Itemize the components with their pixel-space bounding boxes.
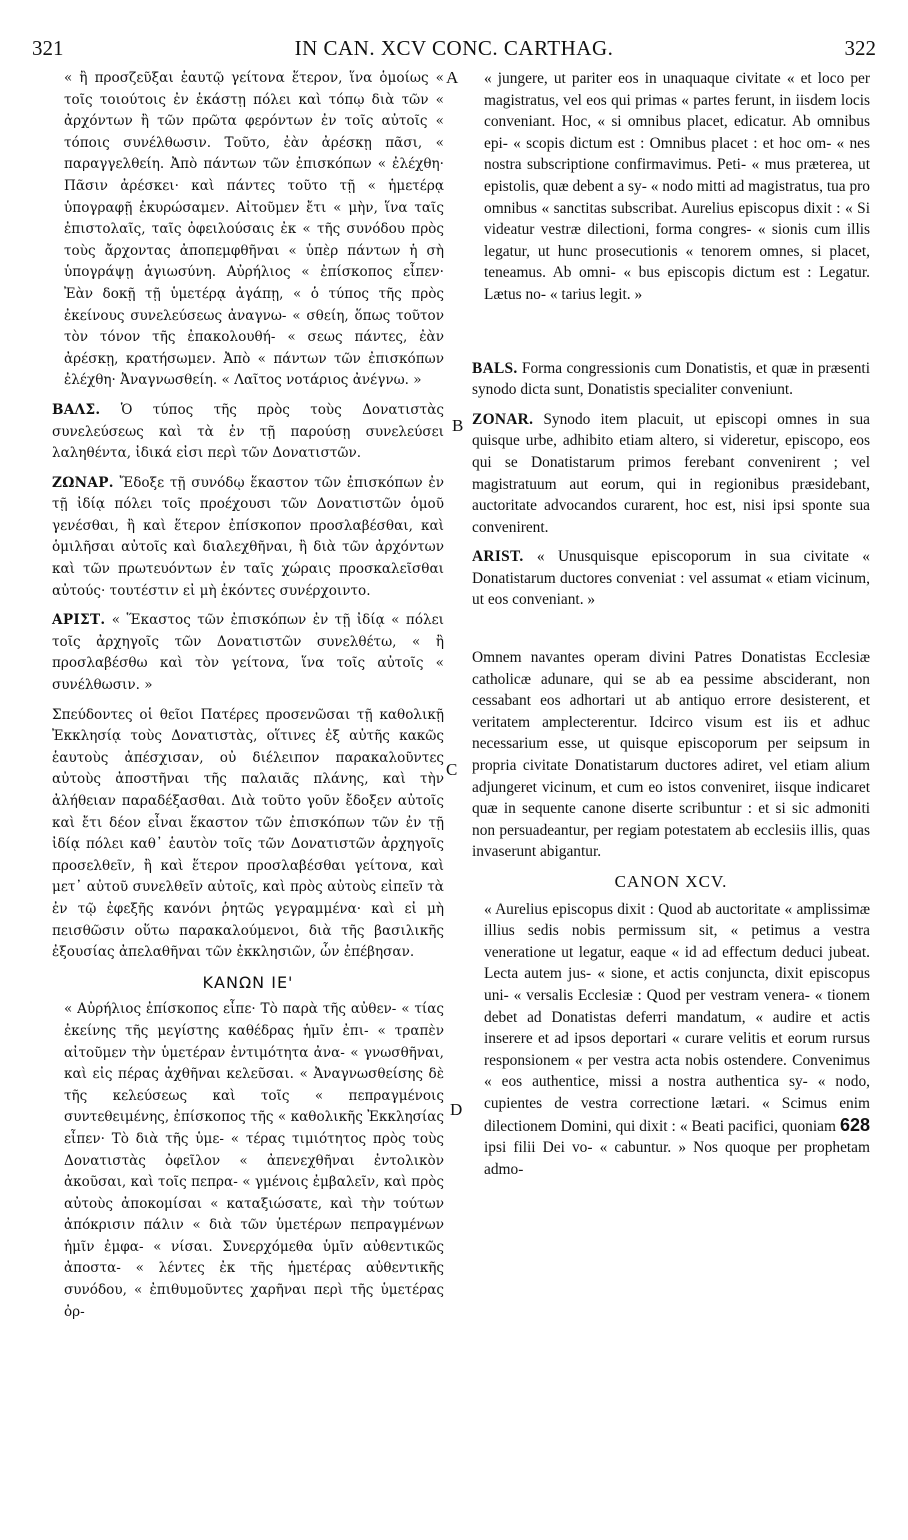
latin-canon-text-part-2: ipsi filii Dei vo- « cabuntur. » Nos quoque per prophetam admo-: [484, 1139, 870, 1178]
greek-aristenus-note: [52, 610, 444, 696]
greek-balsamon-text: Ὁ τύπος τῆς πρὸς τοὺς Δονατιστὰς συνελεύσεως καὶ τὰ ἐν τῇ παρούσῃ συνελεύσει λαληθέντα, ἰδικά εἰσι περὶ τῶν Δονατιστῶν.: [52, 401, 445, 462]
latin-zonaras-label: ZONAR.: [472, 410, 534, 428]
greek-zonaras-label: ΖΩΝΑΡ.: [52, 474, 114, 491]
margin-mark-c: C: [446, 760, 458, 779]
page-number-left: 321: [32, 36, 64, 60]
latin-commentary-paragraph: Omnem navantes operam divini Patres Donatistas Ecclesiæ catholicæ adunare, qui se ab ea pessime absciderant, non cessabant eos adhortari ut ab antiquo errore desisterent, et veritatem amplecterentur. Idcirco visum est iis et adhuc necessarium esse, ut quisque episcoporum per seipsum in propria civitate Donatistarum ductores adiret, vel etiam alium adjungeret vicinum, et cum eo istos conveniret, iisque indicaret quæ in sequente canone diserte scribuntur : et si sic admoniti non persuadeantur, per regiam potestatem ab ecclesiis illis, quas invaserunt abigantur.: [472, 649, 870, 861]
latin-zonaras-text: Synodo item placuit, ut episcopi omnes in sua quisque urbe, adhibito etiam altero, si videretur, episcopo, eos qui se Donatistarum primos ferebant convenirent ; vel magistratuum aut eorum, qui in regionibus præsidebant, auctoritate advocandos curarent, hoc est, nisi ipsi sponte sua convenirent.: [472, 410, 870, 536]
margin-mark-b: B: [452, 416, 464, 435]
greek-aristenus-text: « Ἕκαστος τῶν ἐπισκόπων ἐν τῇ ἰδίᾳ « πόλει τοῖς ἀρχηγοῖς τῶν Δονατιστῶν συνελθέτω, « ἢ προσλαβέσθω καὶ τὸν γείτονα, ἵνα τοῖς αὐτοῖς « συνέλθωσιν. »: [52, 612, 444, 694]
latin-canon-text-part-1: « Aurelius episcopus dixit : Quod ab auctoritate « amplissimæ illius sedis nobis permissum sit, « petimus a vestra veneratione ut legatur, eaque « id ad effectum deduci jubeat. Lecta autem jus- « sione, et actis conjuncta, dixit episcopus uni- « versalis Ecclesiæ : Quod per vestram venera- « tionem debet ad Donatistas deferri mandatum, « audire et actis inserere et ad ipsos deportari « curare velitis et eorum rursus responsionem « per vestra acta nobis ostendere. Convenimus « eos authentice, missi a nostra authentica sy- « nodo, cupientes de vestra correctione lætari. « Scimus enim dilectionem Domini, qui dixit : « Beati pacifici, quoniam: [484, 900, 870, 1135]
greek-balsamon-label: ΒΑΛΣ.: [52, 401, 101, 418]
page-header: [30, 36, 878, 60]
latin-canon-text: [472, 899, 870, 1181]
greek-balsamon-note: [52, 400, 444, 465]
greek-zonaras-note: [52, 473, 444, 603]
latin-aristenus-text: « Unusquisque episcoporum in sua civitate « Donatistarum ductores conveniat : vel assumat « etiam vicinum, ut eos conveniant. »: [472, 548, 870, 609]
latin-canon-title: CANON XCV.: [614, 872, 728, 891]
latin-aristenus-label: ARIST.: [472, 548, 524, 566]
greek-commentary-paragraph: Σπεύδοντες οἱ θεῖοι Πατέρες προσενῶσαι τῇ καθολικῇ Ἐκκλησίᾳ τοὺς Δονατιστὰς, οἵτινες ἐξ αὐτῆς κακῶς ἑαυτοὺς ἀπέσχισαν, οὐ διέλειπον παρακαλοῦντες αὐτοὺς ἀποστῆναι τῆς παλαιᾶς πλάνης, καὶ τὴν ἀλήθειαν παραδέξασθαι. Διὰ τοῦτο γοῦν ἔδοξεν αὐτοῖς καὶ ἔτι δέον εἶναι ἕκαστον τῶν ἐπισκόπων τῶν ἐν τῇ ἰδίᾳ πόλει καθ᾿ ἑαυτὸν τοῖς τῶν Δονατιστῶν ἀρχηγοῖς προσελθεῖν, ἢ καὶ ἕτερον προσλαβέσθαι γείτονα, καὶ μετ᾿ αὐτοῦ συνελθεῖν αὐτοῖς, καὶ πρὸς αὐτοὺς εἰπεῖν τὰ ἐν τῷ ἐφεξῆς κανόνι ῥητῶς γεγραμμένα· καὶ εἰ μὴ πεισθῶσιν οὕτω παρακαλούμενοι, διὰ τῆς βασιλικῆς ἐξουσίας ἀπελαθῆναι τῶν ἐκκλησιῶν, ὧν ἐπέβησαν.: [52, 706, 444, 961]
greek-aristenus-label: ΑΡΙΣΤ.: [52, 612, 106, 629]
latin-aristenus-note: [472, 546, 870, 611]
greek-canon-quote: « ἢ προσζεῦξαι ἑαυτῷ γείτονα ἕτερον, ἵνα ὁμοίως « τοῖς τοιούτοις ἐν ἑκάστῃ πόλει καὶ τόπῳ διὰ τῶν « ἀρχόντων ἢ τῶν πρῶτα φερόντων ἐν τοῖς αὐτοῖς « τόποις συνέλθωσιν. Τοῦτο, ἐὰν ἀρέσκῃ πᾶσι, « παραγγελθείη. Ἀπὸ πάντων τῶν ἐπισκόπων « ἐλέχθη· Πᾶσιν ἀρέσκει· καὶ πάντες τοῦτο τῇ « ἡμετέρᾳ ὑπογραφῇ ἐκυρώσαμεν. Αἰτοῦμεν ἔτι « μὴν, ἵνα ταῖς ἐπιστολαῖς, ταῖς ὀφειλούσαις ἐκ « τῆς συνόδου πρὸς τοὺς ἄρχοντας ἀποπεμφθῆναι « ὑπὲρ πάντων ἡ σὴ ὑπογράψῃ ἁγιωσύνη. Αὐρήλιος « ἐπίσκοπος εἶπεν· Ἐὰν δοκῇ τῇ ὑμετέρᾳ ἀγάπῃ, « ὁ τύπος τῆς πρὸς ἐκείνους συνελεύσεως ἀναγνω- « σθείη, ὅπως τοῦτον τὸν τόνον τῆς ἐπακολουθή- « σεως πάντες, ἐὰν ἀρέσκῃ, κρατήσωμεν. Ἀπὸ « πάντων τῶν ἐπισκόπων ἐλέχθη· Ἀναγνωσθείη. « Λαῖτος νοτάριος ἀνέγνω. »: [64, 70, 444, 389]
running-title: IN CAN. XCV CONC. CARTHAG.: [294, 36, 614, 60]
greek-canon-title: ΚΑΝΩΝ ΙΕ': [202, 972, 294, 992]
margin-mark-d: D: [450, 1100, 463, 1119]
greek-canon-text: « Αὐρήλιος ἐπίσκοπος εἶπε· Τὸ παρὰ τῆς αὐθεν- « τίας ἐκείνης τῆς μεγίστης καθέδρας ἡμῖν ἐπι- « τραπὲν αἰτοῦμεν τὴν ὑμετέραν ἐντιμότητα ἀνα- « γνωσθῆναι, καὶ εἰς πέρας ἀχθῆναι κελεῦσαι. « Ἀναγνωσθείσης δὲ τῆς κελεύσεως καὶ τοῖς « πεπραγμένοις συντεθειμένης, ἐπίσκοπος τῆς « καθολικῆς Ἐκκλησίας εἶπεν· Τὸ διὰ τῆς ὑμε- « τέρας τιμιότητος πρὸς τοὺς Δονατιστὰς ὀφεῖλον « ἀπενεχθῆναι ἐντολικὸν ἀκοῦσαι, καὶ τοῖς πεπρα- « γμένοις ἐμβαλεῖν, καὶ πρὸς αὐτοὺς ἀποκομίσαι « καταξιώσατε, καὶ τὴν τούτων ἀπόκρισιν πάλιν « διὰ τῶν ὑμετέρων πεπραγμένων ἡμῖν ἐμφα- « νίσαι. Συνερχόμεθα ὑμῖν αὐθεντικῶς ἀποστα- « λέντες ἐκ τῆς ἡμετέρας αὐθεντικῆς συνόδου, « ἐπιθυμοῦντες χαρῆναι περὶ τῆς ὑμετέρας ὀρ-: [64, 1001, 444, 1320]
latin-balsamon-note: [472, 358, 870, 401]
margin-mark-a: A: [446, 68, 459, 87]
folio-number: 628: [839, 1114, 870, 1135]
latin-canon-quote: « jungere, ut pariter eos in unaquaque civitate « et loco per magistratus, vel eos qui primas « partes ferunt, in iisdem locis conveniant. Hoc, « si omnibus placet, edicatur. Ab omnibus epi- « scopis dictum est : Omnibus placet : et hoc om- « nes nostra subscriptione confirmavimus. Peti- « mus præterea, ut epistolis, quæ debent a sy- « nodo mitti ad magistratus, tua pro omnibus « sanctitas subscribat. Aurelius episcopus dixit : « Si videatur vestræ dilectioni, forma congres- « sionis cum illis legatur, ut hunc prosecutionis « tenorem omnes, si placet, teneamus. Ab omni- « bus episcopis dictum est : Legatur. Lætus no- « tarius legit. »: [484, 70, 870, 303]
page-number-right: 322: [844, 36, 876, 60]
greek-column: [52, 68, 444, 1331]
latin-zonaras-note: [472, 409, 870, 539]
greek-zonaras-text: Ἔδοξε τῇ συνόδῳ ἕκαστον τῶν ἐπισκόπων ἐν τῇ ἰδίᾳ πόλει τοῖς προέχουσι τῶν Δονατιστῶν ὁμοῦ γενέσθαι, ἢ καὶ ἕτερον ἐπίσκοπον προσλαβέσθαι, καὶ ὁμιλῆσαι αὐτοῖς καὶ διαλεχθῆναι, ἢ διὰ τῶν ἀρχόντων καὶ τῶν πρωτευόντων ἐν ταῖς χώραις προσκαλεῖσθαι αὐτούς· τουτέστιν εἰ μὴ ἑκόντες συνέρχοιντο.: [52, 474, 444, 599]
latin-balsamon-label: BALS.: [472, 359, 518, 377]
latin-column: [472, 68, 870, 1188]
latin-balsamon-text: Forma congressionis cum Donatistis, et quæ in præsenti synodo dicta sunt, Donatistis specialiter conveniunt.: [472, 359, 870, 399]
